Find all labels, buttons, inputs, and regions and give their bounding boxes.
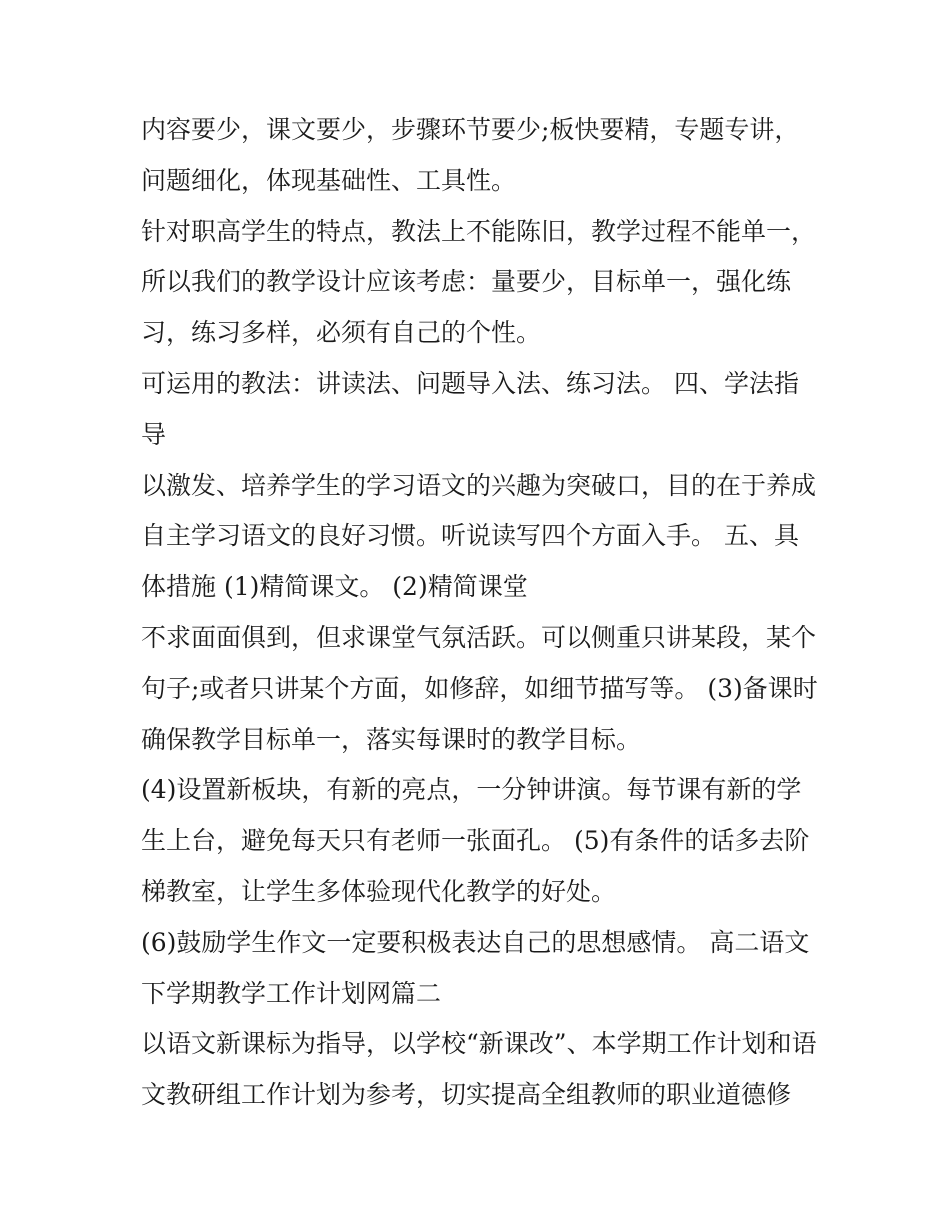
- text-line: 以激发、培养学生的学习语文的兴趣为突破口，目的在于养成: [141, 470, 817, 500]
- text-line: 可运用的教法：讲读法、问题导入法、练习法。 四、学法指: [141, 368, 799, 398]
- text-line: 以语文新课标为指导，以学校“新课改”、本学期工作计划和语: [141, 1029, 817, 1059]
- text-line: 文教研组工作计划为参考，切实提高全组教师的职业道德修: [141, 1080, 792, 1110]
- text-line: 梯教室，让学生多体验现代化教学的好处。: [141, 876, 617, 906]
- text-line: 习，练习多样，必须有自己的个性。: [141, 318, 542, 348]
- text-line: 不求面面俱到，但求课堂气氛活跃。可以侧重只讲某段，某个: [141, 622, 817, 652]
- text-line: (6)鼓励学生作文一定要积极表达自己的思想感情。 高二语文: [141, 927, 810, 957]
- text-line: 所以我们的教学设计应该考虑：量要少，目标单一，强化练: [141, 267, 792, 297]
- text-line: 问题细化，体现基础性、工具性。: [141, 165, 517, 195]
- text-line: 自主学习语文的良好习惯。听说读写四个方面入手。 五、具: [141, 521, 799, 551]
- text-line: 句子;或者只讲某个方面，如修辞，如细节描写等。 (3)备课时: [141, 673, 818, 703]
- text-line: 内容要少，课文要少，步骤环节要少;板快要精，专题专讲，: [141, 115, 800, 144]
- text-line: 生上台，避免每天只有老师一张面孔。 (5)有条件的话多去阶: [141, 826, 810, 856]
- text-line: 下学期教学工作计划网篇二: [141, 978, 442, 1008]
- text-line: 导: [141, 419, 167, 449]
- text-line: 针对职高学生的特点，教法上不能陈旧，教学过程不能单一，: [141, 216, 817, 246]
- text-line: 确保教学目标单一，落实每课时的教学目标。: [141, 724, 642, 754]
- text-line: (4)设置新板块，有新的亮点，一分钟讲演。每节课有新的学: [141, 775, 802, 805]
- text-line: 体措施 (1)精简课文。 (2)精简课堂: [141, 572, 528, 602]
- document-body: [141, 105, 831, 1121]
